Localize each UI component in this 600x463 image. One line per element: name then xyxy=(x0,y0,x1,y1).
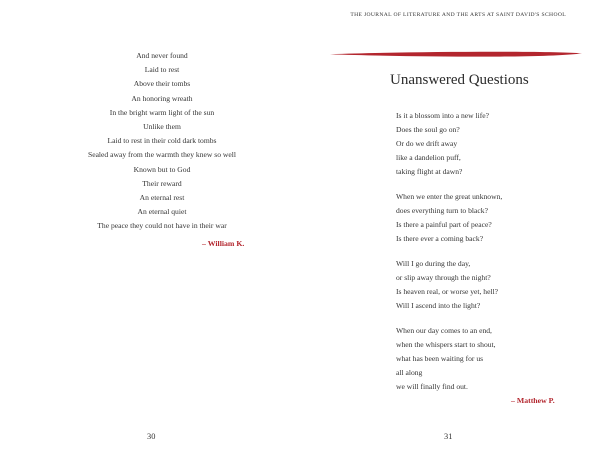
poem-line: when the whispers start to shout, xyxy=(396,340,496,350)
poem-line: taking flight at dawn? xyxy=(396,166,463,176)
poem-line: like a dandelion puff, xyxy=(396,152,461,162)
poem-line: Laid to rest xyxy=(144,65,180,75)
poem-line: Is there ever a coming back? xyxy=(396,233,484,243)
stanza xyxy=(396,257,502,313)
poem-line: Known but to God xyxy=(133,164,191,174)
poem-line: An eternal quiet xyxy=(137,207,187,217)
poem-line: Is it a blossom into a new life? xyxy=(396,111,490,120)
stanza xyxy=(396,190,502,246)
left-poem-author: – William K. xyxy=(202,239,245,248)
poem-line: all along xyxy=(396,368,423,377)
poem-line: we will finally find out. xyxy=(396,381,468,391)
poem-line: Laid to rest in their cold dark tombs xyxy=(107,136,217,146)
page-number-right: 31 xyxy=(444,432,453,441)
right-poem-author: – Matthew P. xyxy=(511,396,555,405)
left-poem xyxy=(0,49,324,234)
poem-line: Is heaven real, or worse yet, hell? xyxy=(396,286,499,296)
poem-line: In the bright warm light of the sun xyxy=(109,107,215,117)
poem-line: Will I ascend into the light? xyxy=(396,300,481,310)
poem-line: The peace they could not have in their war xyxy=(97,221,227,231)
poem-line: When we enter the great unknown, xyxy=(396,192,503,202)
right-page xyxy=(300,0,600,463)
poem-line: what has been waiting for us xyxy=(396,354,484,364)
poem-line: And never found xyxy=(136,51,188,60)
poem-title: Unanswered Questions xyxy=(390,72,529,88)
poem-line: Sealed away from the warmth they knew so well xyxy=(87,150,237,160)
poem-line: Is there a painful part of peace? xyxy=(396,219,492,229)
poem-line: An eternal rest xyxy=(139,193,185,203)
page-number-left: 30 xyxy=(147,432,156,441)
journal-header: THE JOURNAL OF LITERATURE AND THE ARTS AT SAINT DAVID'S SCHOOL xyxy=(350,12,566,18)
poem-line: or slip away through the night? xyxy=(396,273,491,283)
poem-line: When our day comes to an end, xyxy=(396,326,492,336)
poem-line: Unlike them xyxy=(143,122,181,132)
poem-line: Will I go during the day, xyxy=(396,259,471,269)
poem-line: Their reward xyxy=(142,178,182,188)
poem-line: does everything turn to black? xyxy=(396,205,488,215)
title-swash-divider xyxy=(330,50,582,58)
poem-line: Does the soul go on? xyxy=(396,124,460,134)
poem-line: Or do we drift away xyxy=(396,138,458,148)
right-poem xyxy=(396,109,502,405)
stanza xyxy=(396,324,502,394)
poem-line: An honoring wreath xyxy=(131,93,193,103)
stanza xyxy=(396,109,502,179)
poem-line: Above their tombs xyxy=(133,79,191,89)
